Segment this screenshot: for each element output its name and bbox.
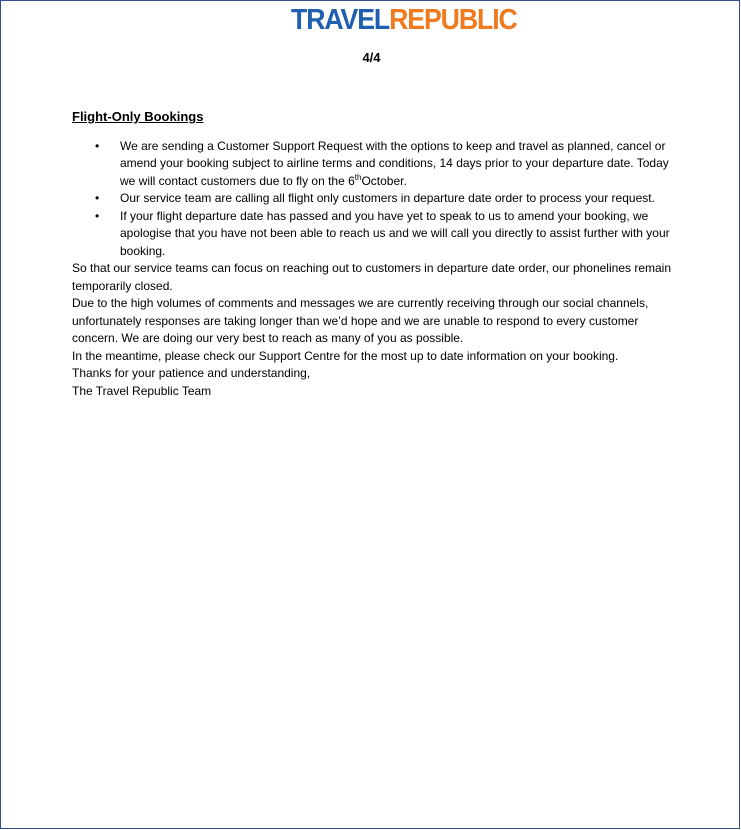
- paragraph-social-channels: Due to the high volumes of comments and messages we are currently receiving through our social channels, unfortunately responses are taking longer than we’d hope and we are unable to respond to every customer concern. We are doing our very best to reach as many of you as possible.: [72, 296, 649, 345]
- bullet-text: Our service team are calling all flight only customers in departure date order to process your request.: [120, 191, 655, 205]
- paragraph-support-centre: In the meantime, please check our Support Centre for the most up to date information on your booking.: [72, 348, 619, 363]
- bullet-glyph: •: [95, 138, 100, 153]
- bullet-text: If your flight departure date has passed and you have yet to speak to us to amend your booking, we apologise that you have not been able to reach us and we will call you directly to assist further with your booking.: [120, 208, 670, 258]
- section-heading: Flight-Only Bookings: [72, 109, 204, 124]
- bullet-item: [72, 208, 682, 261]
- bullet-text: We are sending a Customer Support Request with the options to keep and travel as planned, cancel or amend your booking subject to airline terms and conditions, 14 days prior to your departure date. Today we will contact customers due to fly on the 6: [120, 138, 669, 188]
- paragraph-thanks: Thanks for your patience and understanding,: [72, 366, 311, 380]
- page-number: 4/4: [362, 50, 381, 65]
- logo-travel-text: TRAVEL: [291, 4, 390, 36]
- bullet-glyph: •: [95, 208, 100, 223]
- document-body: [72, 108, 682, 400]
- paragraph-phonelines: So that our service teams can focus on reaching out to customers in departure date order, our phonelines remain temporarily closed.: [72, 261, 672, 293]
- travel-republic-logo: [291, 3, 517, 37]
- bullet-item: [72, 138, 682, 191]
- bullet-text-end: October.: [361, 173, 407, 188]
- bullet-list: [72, 138, 682, 261]
- bullet-item: [72, 190, 682, 208]
- bullet-glyph: •: [95, 191, 100, 205]
- logo-republic-text: REPUBLIC: [389, 4, 517, 36]
- signature: The Travel Republic Team: [72, 383, 212, 398]
- ordinal-superscript: th: [354, 172, 362, 182]
